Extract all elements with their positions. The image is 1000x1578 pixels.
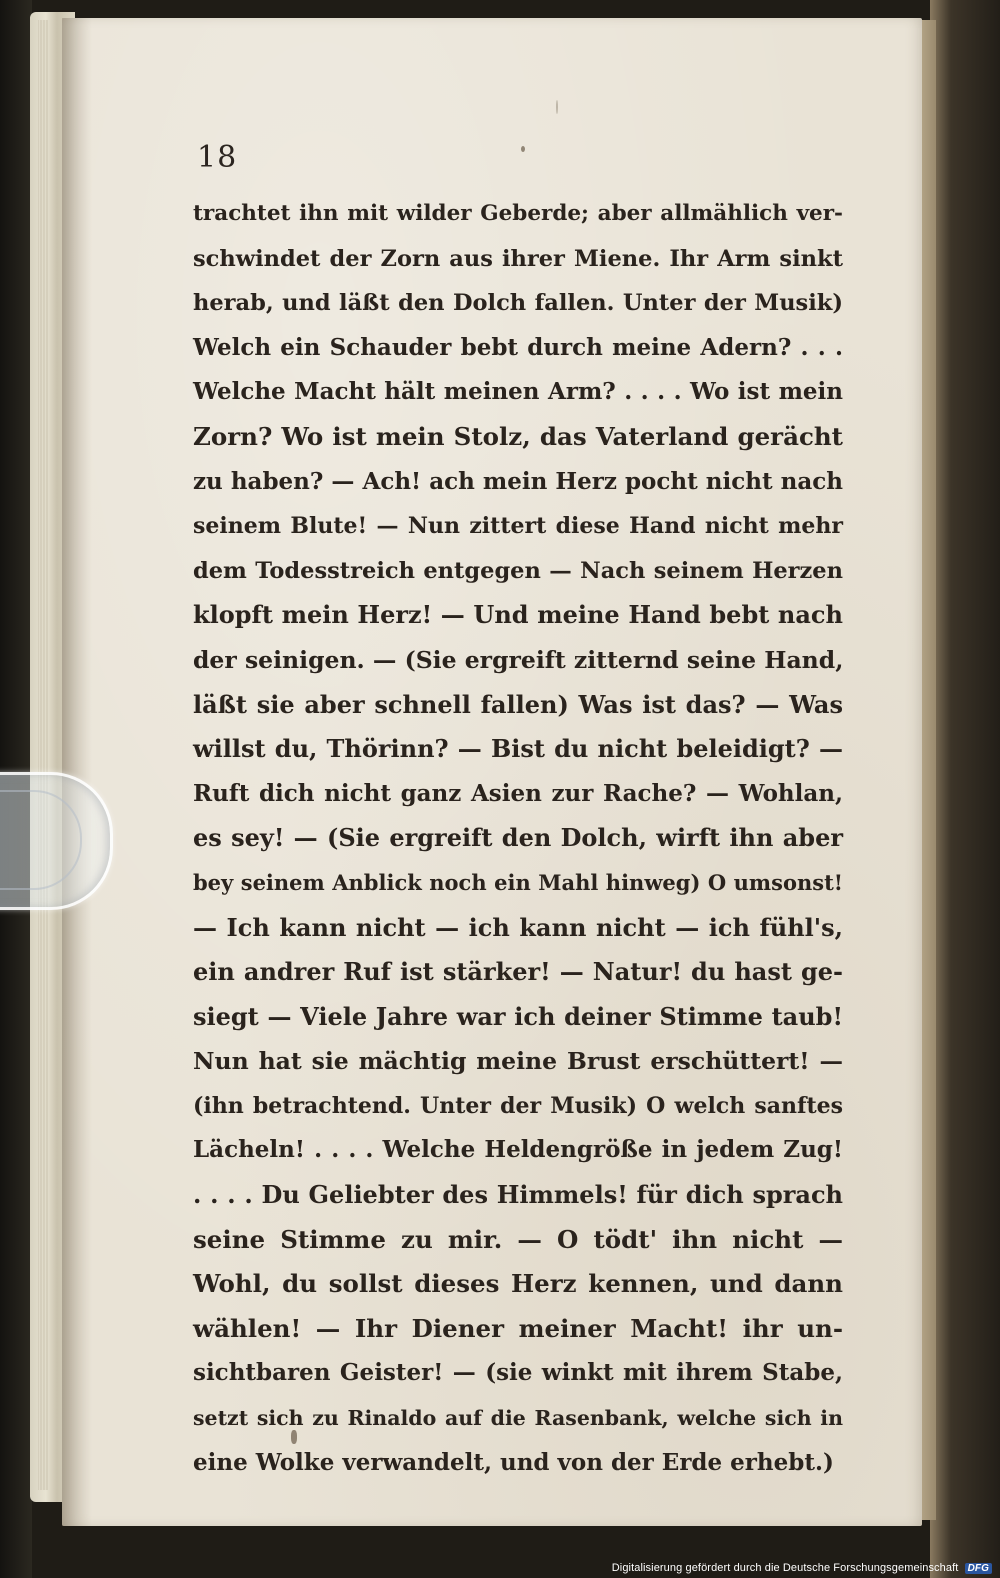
text-line: setzt sich zu Rinaldo auf die Rasenbank, welche sich in: [193, 1406, 843, 1431]
text-line: trachtet ihn mit wilder Geberde; aber allmählich ver-: [193, 201, 843, 226]
text-line: der seinigen. — (Sie ergreift zitternd seine Hand,: [193, 645, 844, 674]
page-stack-edge: [38, 20, 48, 1490]
text-line: Ruft dich nicht ganz Asien zur Rache? — Wohlan,: [193, 779, 843, 807]
text-line: eine Wolke verwandelt, und von der Erde erhebt.): [193, 1448, 834, 1476]
text-line: . . . . Du Geliebter des Himmels! für dich sprach: [193, 1180, 843, 1210]
text-line: zu haben? — Ach! ach mein Herz pocht nicht nach: [193, 467, 843, 495]
text-line: seinem Blute! — Nun zittert diese Hand nicht mehr: [193, 513, 843, 540]
text-line: Welche Macht hält meinen Arm? . . . . Wo ist mein: [193, 378, 843, 406]
text-line: wählen! — Ihr Diener meiner Macht! ihr un-: [193, 1313, 843, 1343]
text-line: — Ich kann nicht — ich kann nicht — ich fühl's,: [193, 912, 843, 942]
paper-speck: [521, 146, 525, 152]
text-line: Nun hat sie mächtig meine Brust erschüttert! —: [193, 1047, 843, 1076]
text-line: bey seinem Anblick noch ein Mahl hinweg) O umsonst!: [193, 869, 843, 895]
text-line: läßt sie aber schnell fallen) Was ist das? — Was: [193, 689, 843, 719]
text-line: Zorn? Wo ist mein Stolz, das Vaterland gerächt: [193, 421, 843, 451]
text-line: es sey! — (Sie ergreift den Dolch, wirft ihn aber: [193, 823, 843, 853]
text-line: Lächeln! . . . . Welche Heldengröße in jedem Zug!: [193, 1136, 843, 1164]
text-line: willst du, Thörinn? — Bist du nicht beleidigt? —: [193, 734, 843, 764]
text-line: sichtbaren Geister! — (sie winkt mit ihrem Stabe,: [193, 1359, 843, 1387]
page-number: 18: [197, 140, 238, 175]
gutter-shadow: [62, 18, 92, 1526]
paper-speck: [556, 100, 558, 114]
text-line: herab, und läßt den Dolch fallen. Unter der Musik): [193, 290, 843, 317]
text-line: dem Todesstreich entgegen — Nach seinem Herzen: [193, 557, 843, 584]
text-line: Welch ein Schauder bebt durch meine Adern? . . .: [193, 333, 843, 361]
text-line: klopft mein Herz! — Und meine Hand bebt nach: [193, 600, 843, 630]
text-line: (ihn betrachtend. Unter der Musik) O welch sanftes: [193, 1092, 843, 1119]
text-line: Wohl, du sollst dieses Herz kennen, und dann: [193, 1269, 843, 1299]
page-text: [193, 192, 843, 1485]
dfg-badge: DFG: [965, 1563, 992, 1574]
text-line: schwindet der Zorn aus ihrer Miene. Ihr Arm sinkt: [193, 245, 843, 272]
footer-credit-text: Digitalisierung gefördert durch die Deutsche Forschungsgemeinschaft: [611, 1562, 959, 1574]
text-line: siegt — Viele Jahre war ich deiner Stimme taub!: [193, 1001, 843, 1031]
text-line: ein andrer Ruf ist stärker! — Natur! du hast ge-: [193, 957, 843, 987]
footer-credit: [612, 1562, 992, 1574]
text-line: seine Stimme zu mir. — O tödt' ihn nicht —: [193, 1224, 843, 1254]
right-book-edge: [930, 0, 1000, 1578]
